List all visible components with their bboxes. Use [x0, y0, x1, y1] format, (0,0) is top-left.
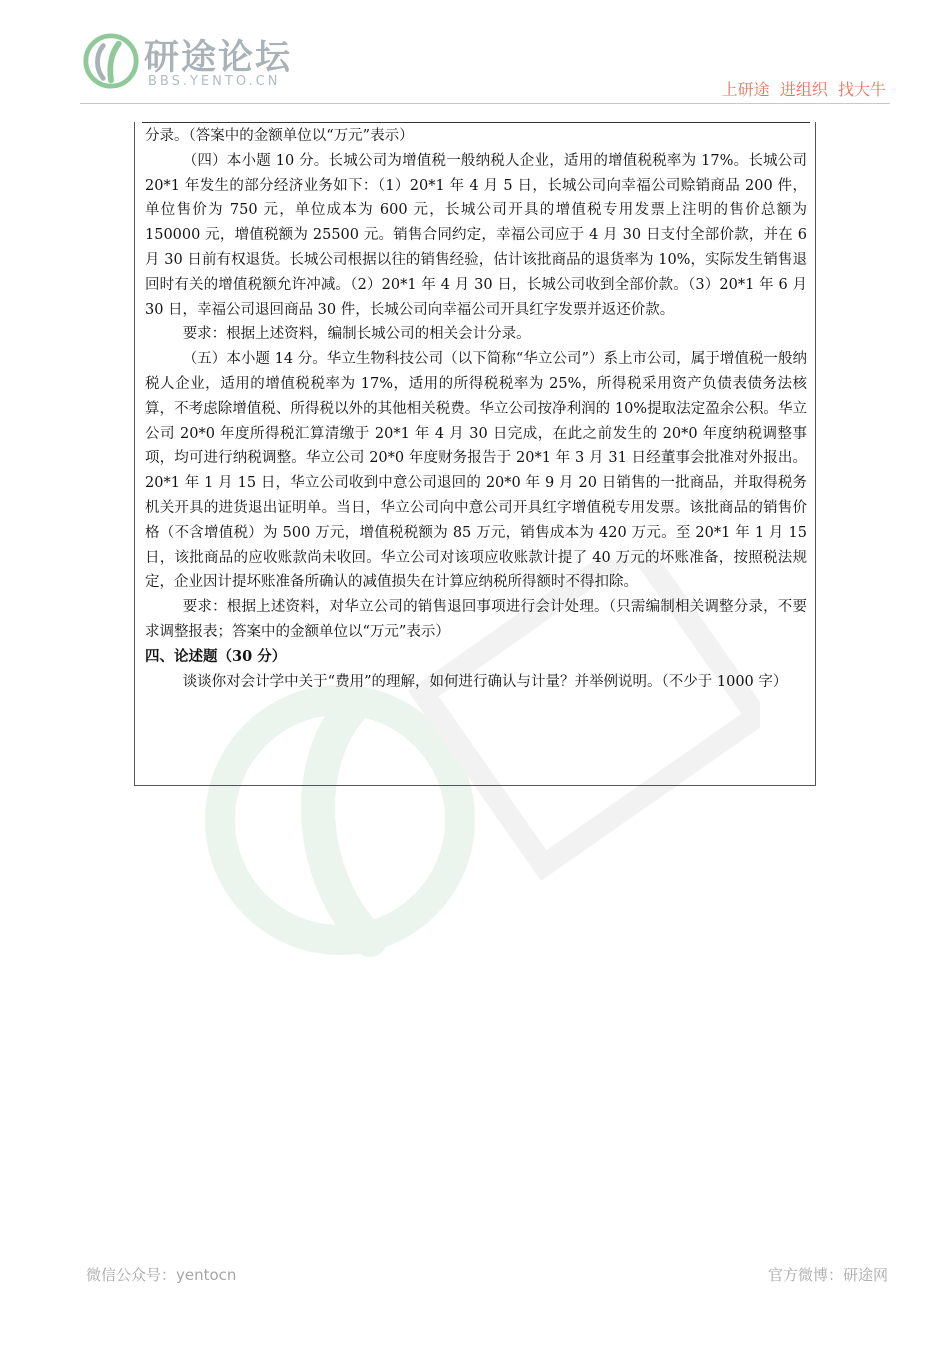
header-divider — [80, 103, 890, 104]
logo-title: 研途论坛 — [144, 38, 293, 78]
paragraph-requirement-4: 要求：根据上述资料，编制长城公司的相关会计分录。 — [182, 326, 531, 343]
header-slogan: 上研途 进组织 找大牛 — [721, 80, 886, 99]
exam-content-box — [134, 122, 816, 786]
yento-logo-icon — [82, 32, 140, 90]
paragraph-question-5: （五）本小题 14 分。华立生物科技公司（以下简称“华立公司”）系上市公司，属于增值税一般纳税人企业，适用的增值税税率为 17%，适用的所得税税率为 25%，所得税采用资产负债表债务法核算，不考虑除增值税、所得税以外的其他相关税费。华立公司按净利润的 10%提取法定盈余公积。华立公司 20*0 年度所得税汇算清缴于 20*1 年 4 月 30 日完成，在此之前发生的 20*0 年度纳税调整事项，均可进行纳税调整。华立公司 20*0 年度财务报告于 20*1 年 3 月 31 日经董事会批准对外报出。20*1 年 1 月 15 日，华立公司收到中意公司退回的 20*0 年 9 月 20 日销售的一批商品，并取得税务机关开具的进货退出证明单。当日，华立公司向中意公司开具红字增值税专用发票。该批商品的销售价格（不含增值税）为 500 万元，增值税税额为 85 万元，销售成本为 420 万元。至 20*1 年 1 月 15 日，该批商品的应收账款尚未收回。华立公司对该项应收账款计提了 40 万元的坏账准备，按照税法规定，企业因计提坏账准备所确认的减值损失在计算应纳税所得额时不得扣除。 — [145, 351, 807, 591]
paragraph-requirement-5: 要求：根据上述资料，对华立公司的销售退回事项进行会计处理。（只需编制相关调整分录，不要求调整报表；答案中的金额单位以“万元”表示） — [145, 599, 807, 640]
section-heading-essay: 四、论述题（30 分） — [145, 647, 287, 665]
exam-text — [145, 124, 807, 694]
logo-subtitle: BBS.YENTO.CN — [148, 74, 281, 89]
paragraph-answer-note: 分录。（答案中的金额单位以“万元”表示） — [145, 128, 414, 144]
page-header — [80, 30, 890, 105]
footer-weibo: 官方微博：研途网 — [767, 1266, 888, 1284]
paragraph-question-4: （四）本小题 10 分。长城公司为增值税一般纳税人企业，适用的增值税税率为 17%。长城公司 20*1 年发生的部分经济业务如下：（1）20*1 年 4 月 5 日，长城公司向幸福公司赊销商品 200 件，单位售价为 750 元，单位成本为 600 元，长城公司开具的增值税专用发票上注明的售价总额为 150000 元，增值税额为 25500 元。销售合同约定，幸福公司应于 4 月 30 日支付全部价款，并在 6 月 30 日前有权退货。长城公司根据以往的销售经验，估计该批商品的退货率为 10%，实际发生销售退回时有关的增值税额允许冲减。（2）20*1 年 4 月 30 日，长城公司收到全部价款。（3）20*1 年 6 月 30 日，幸福公司退回商品 30 件，长城公司向幸福公司开具红字发票并返还价款。 — [145, 152, 807, 318]
footer-wechat: 微信公众号：yentocn — [86, 1266, 237, 1284]
paragraph-essay-question: 谈谈你对会计学中关于“费用”的理解，如何进行确认与计量？并举例说明。（不少于 1000 字） — [182, 673, 788, 690]
